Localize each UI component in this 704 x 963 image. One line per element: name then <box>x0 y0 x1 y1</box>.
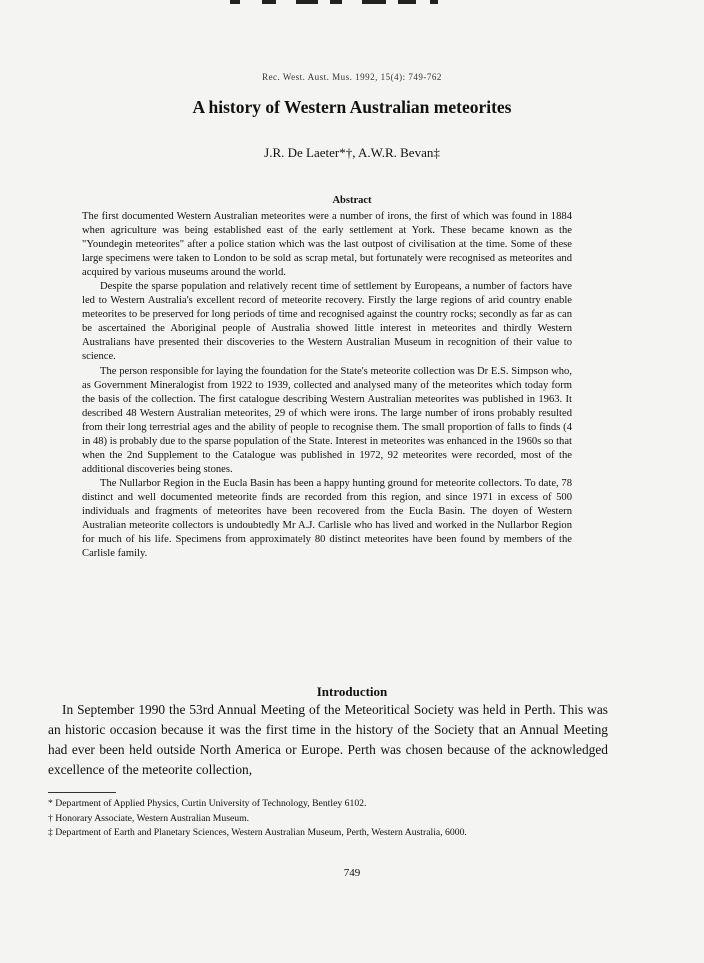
footnote: ‡ Department of Earth and Planetary Sciences, Western Australian Museum, Perth, Western Australia, 6000. <box>48 827 467 838</box>
abstract-body <box>82 210 572 561</box>
authors: J.R. De Laeter*†, A.W.R. Bevan‡ <box>264 145 440 160</box>
abstract-paragraph: The Nullarbor Region in the Eucla Basin has been a happy hunting ground for meteorite collectors. To date, 78 distinct and well documented meteorite finds are recorded from this region, and since 1971 in excess of 500 individuals and fragments of meteorites have been recovered from the Eucla Basin. The doyen of Western Australian meteorite collectors is undoubtedly Mr A.J. Carlisle who has lived and worked in the Nullarbor Region for much of his life. Specimens from approximately 80 distinct meteorites have been found by members of the Carlisle family. <box>82 477 572 560</box>
paper-title: A history of Western Australian meteorites <box>192 97 512 117</box>
journal-reference: Rec. West. Aust. Mus. 1992, 15(4): 749-762 <box>262 72 442 82</box>
scan-artifact-top <box>0 0 704 8</box>
abstract-paragraph: The first documented Western Australian meteorites were a number of irons, the first of which was found in 1884 when agriculture was being established east of the early settlement at York. These became known as the "Youndegin meteorites" after a police station which was the last outpost of civilisation at the time. Some of these large specimens were taken to London to be sold as scrap metal, but fortunately were recognised as meteorites and acquired by various museums around the world. <box>82 211 572 279</box>
footnote: † Honorary Associate, Western Australian Museum. <box>48 812 250 824</box>
abstract-paragraph: The person responsible for laying the foundation for the State's meteorite collection was Dr E.S. Simpson who, as Government Mineralogist from 1922 to 1939, collected and analysed many of the meteorites which today form the basis of the collection. The first catalogue describing Western Australian meteorites was published in 1963. It described 48 Western Australian meteorites, 29 of which were irons. The large number of irons probably resulted from their long terrestrial ages and the ability of people to recognise them. The small proportion of falls to finds (4 in 48) is probably due to the sparse population of the State. Interest in meteorites was enhanced in the 1960s so that when the 2nd Supplement to the Catalogue was published in 1972, 92 meteorites were recorded, most of the additional discoveries being stones. <box>82 365 572 475</box>
introduction-heading: Introduction <box>316 684 388 699</box>
abstract-heading: Abstract <box>332 195 372 206</box>
introduction-paragraph: In September 1990 the 53rd Annual Meeting of the Meteoritical Society was held in Perth. This was an historic occasion because it was the first time in the history of the Society that an Annual Meeting had ever been held outside North America or Europe. Perth was chosen because of the acknowledged excellence of the meteorite collection, <box>48 702 608 777</box>
footnotes <box>48 797 608 841</box>
footnote: * Department of Applied Physics, Curtin University of Technology, Bentley 6102. <box>48 798 367 809</box>
abstract-paragraph: Despite the sparse population and relatively recent time of settlement by Europeans, a number of factors have led to Western Australia's excellent record of meteorite recovery. Firstly the large regions of arid country enable meteorites to be preserved for long periods of time and recognised against the country rocks; secondly as far as can be ascertained the Aboriginal people of Australia showed little interest in meteorites and thirdly Western Australians have presented their discoveries to the Western Australian Museum in recognition of their value to science. <box>82 281 572 363</box>
footnote-divider <box>48 792 116 793</box>
page-number: 749 <box>343 867 361 879</box>
